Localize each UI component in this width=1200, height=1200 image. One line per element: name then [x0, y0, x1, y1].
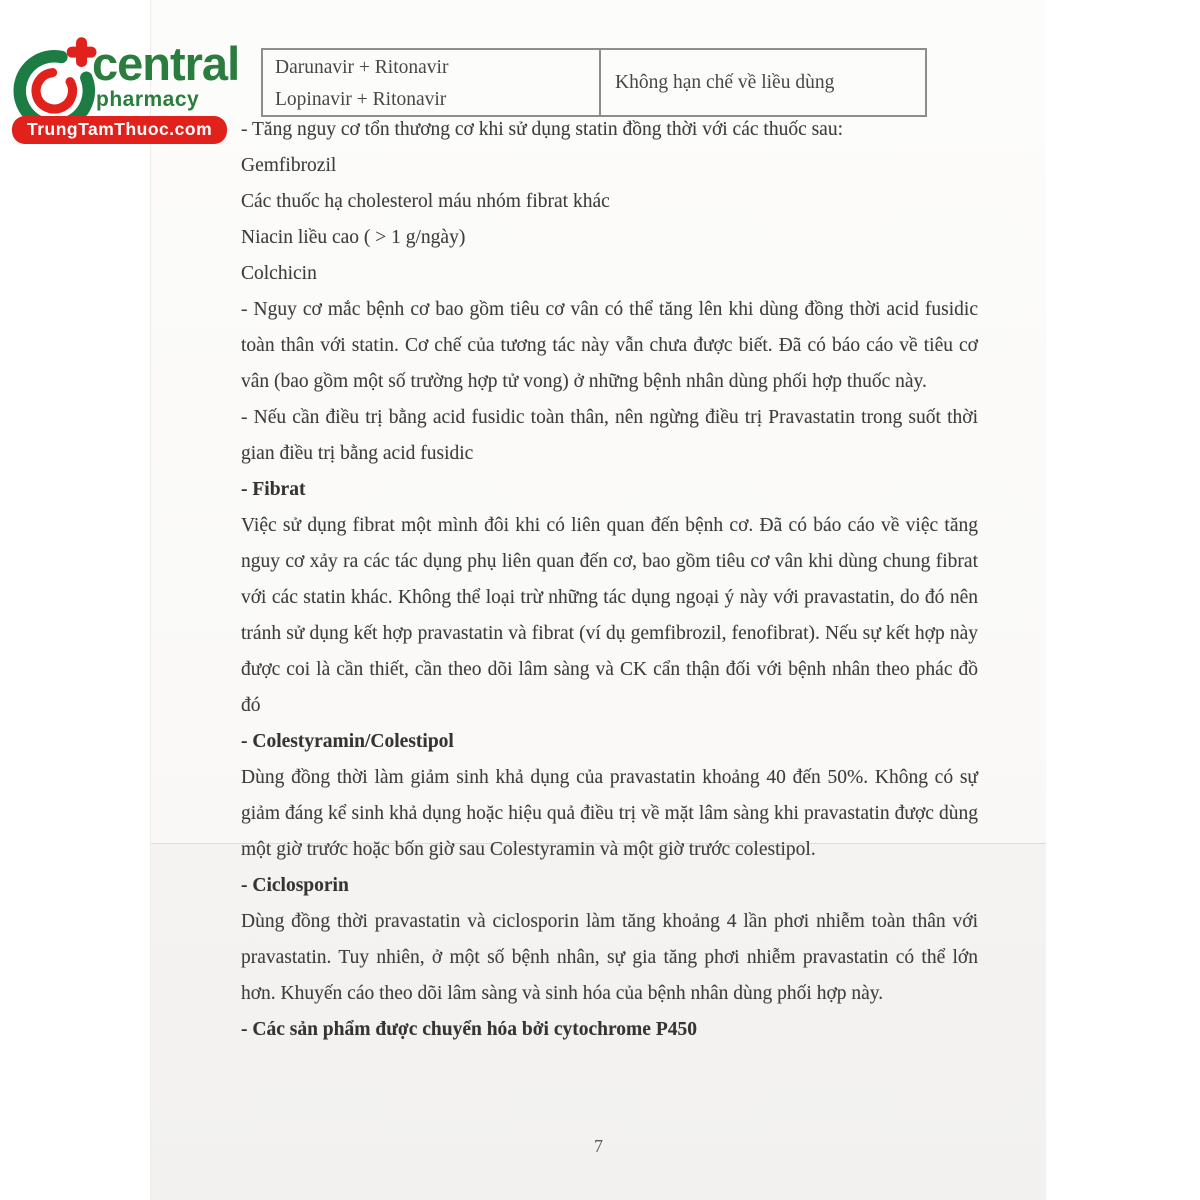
- document-body: [241, 112, 978, 1048]
- paragraph: - Nếu cần điều trị bằng acid fusidic toàn thân, nên ngừng điều trị Pravastatin trong suốt thời gian điều trị bằng acid fusidic: [241, 407, 978, 464]
- table-row: Lopinavir + Ritonavir: [275, 89, 447, 110]
- paragraph: Dùng đồng thời pravastatin và ciclosporin làm tăng khoảng 4 lần phơi nhiễm toàn thân với pravastatin. Tuy nhiên, ở một số bệnh nhân, sự gia tăng phơi nhiễm pravastatin có thể lớn hơn. Khuyến cáo theo dõi lâm sàng và sinh hóa của bệnh nhân dùng phối hợp này.: [241, 911, 978, 1004]
- brand-name: central: [92, 37, 240, 90]
- drug-interaction-table: [261, 48, 927, 117]
- table-cell-drugs: [263, 50, 601, 115]
- paragraph: - Tăng nguy cơ tổn thương cơ khi sử dụng statin đồng thời với các thuốc sau:: [241, 119, 844, 140]
- paragraph: Colchicin: [241, 263, 317, 284]
- section-heading: - Fibrat: [241, 479, 306, 500]
- paragraph: Việc sử dụng fibrat một mình đôi khi có liên quan đến bệnh cơ. Đã có báo cáo về việc tăng nguy cơ xảy ra các tác dụng phụ liên quan đến cơ, bao gồm tiêu cơ vân khi dùng chung fibrat với các statin khác. Không thể loại trừ những tác dụng ngoại ý này với pravastatin, do đó nên tránh sử dụng kết hợp pravastatin và fibrat (ví dụ gemfibrozil, fenofibrat). Nếu sự kết hợp này được coi là cần thiết, cần theo dõi lâm sàng và CK cẩn thận đối với bệnh nhân theo phác đồ đó: [241, 515, 978, 716]
- paragraph: Gemfibrozil: [241, 155, 337, 176]
- paragraph: Niacin liều cao ( > 1 g/ngày): [241, 227, 466, 248]
- section-heading: - Colestyramin/Colestipol: [241, 731, 454, 752]
- central-pharmacy-logo: [12, 34, 240, 144]
- section-heading: - Ciclosporin: [241, 875, 349, 896]
- brand-subtitle: pharmacy: [96, 88, 200, 111]
- paragraph: Dùng đồng thời làm giảm sinh khả dụng của pravastatin khoảng 40 đến 50%. Không có sự giảm đáng kể sinh khả dụng hoặc hiệu quả điều trị về mặt lâm sàng khi pravastatin được dùng một giờ trước hoặc bốn giờ sau Colestyramin và một giờ trước colestipol.: [241, 767, 978, 860]
- page-number: 7: [594, 1136, 603, 1156]
- brand-badge: TrungTamThuoc.com: [12, 116, 227, 144]
- scanned-page: [150, 0, 1046, 1200]
- paragraph: - Nguy cơ mắc bệnh cơ bao gồm tiêu cơ vân có thể tăng lên khi dùng đồng thời acid fusidic toàn thân với statin. Cơ chế của tương tác này vẫn chưa được biết. Đã có báo cáo về tiêu cơ vân (bao gồm một số trường hợp tử vong) ở những bệnh nhân dùng phối hợp thuốc này.: [241, 299, 978, 392]
- section-heading: - Các sản phẩm được chuyển hóa bởi cytochrome P450: [241, 1019, 697, 1040]
- table-row: Darunavir + Ritonavir: [275, 57, 449, 78]
- table-cell-dose-limit: Không hạn chế về liều dùng: [615, 71, 835, 93]
- paragraph: Các thuốc hạ cholesterol máu nhóm fibrat khác: [241, 191, 610, 212]
